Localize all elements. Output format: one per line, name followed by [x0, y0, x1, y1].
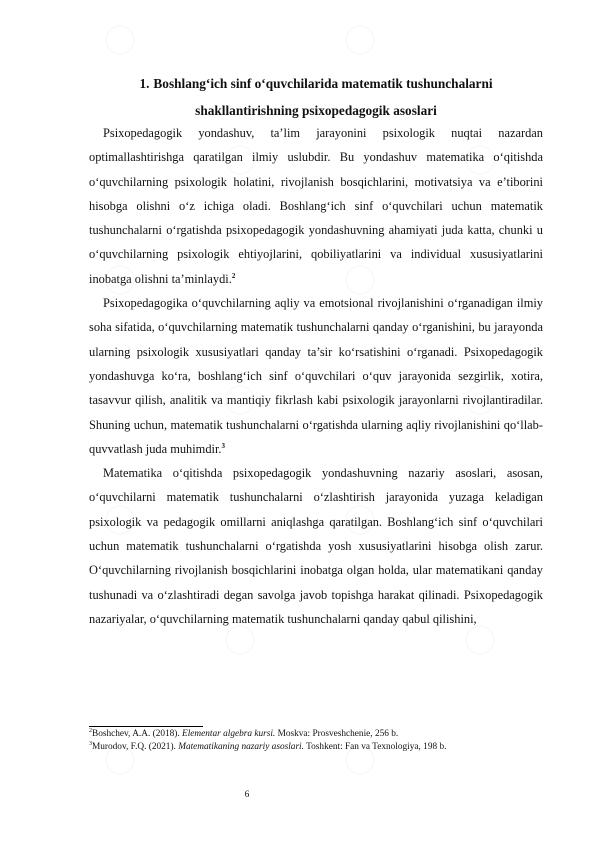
footnote-reference[interactable]: 3 — [221, 441, 225, 450]
footnote — [89, 741, 543, 754]
paragraph-text: Psixopedagogik yondashuv, ta’lim jarayonini psixologik nuqtai nazardan optimallashtirishga qaratilgan ilmiy uslubdir. Bu yondashuv matematika o‘qitishda o‘quvchilarning psixologik holatini, rivojlanish bosqichlarini, motivatsiya va e’tiborini hisobga olishni o‘z ichiga oladi. Boshlang‘ich sinf o‘quvchilari uchun matematik tushunchalarni o‘rgatishda psixopedagogik yondashuvning ahamiyati juda katta, chunki u o‘quvchilarning psixologik ehtiyojlarini, qobiliyatlarini va individual xususiyatlarini inobatga olishni ta’minlaydi. — [89, 126, 543, 286]
section-heading — [89, 70, 543, 124]
footnote-author: Boshchev, A.A. (2018). — [92, 729, 180, 739]
footnotes — [89, 728, 543, 754]
footnote-mark: 2 — [89, 727, 92, 734]
footnote-title: Elementar algebra kursi. — [182, 729, 276, 739]
paragraph-text: Psixopedagogika o‘quvchilarning aqliy va emotsional rivojlanishini o‘rganadigan ilmiy soha sifatida, o‘quvchilarning matematik tushunchalarni qanday o‘rganishini, bu jarayonda ularning psixologik xususiyatlari qanday ta’sir ko‘rsatishini o‘rganadi. Psixopedagogik yondashuvga ko‘ra, boshlang‘ich sinf o‘quvchilari o‘quv jarayonida sezgirlik, xotira, tasavvur qilish, analitik va mantiqiy fikrlash kabi psixologik jarayonlarni rivojlantiradilar. Shuning uchun, matematik tushunchalarni o‘rgatishda ularning aqliy rivojlanishini qo‘llab-quvvatlash juda muhimdir. — [89, 296, 543, 456]
page-number: 6 — [244, 790, 250, 800]
footnote-divider — [89, 726, 203, 727]
paragraph-text: Matematika o‘qitishda psixopedagogik yondashuvning nazariy asoslari, asosan, o‘quvchilarni matematik tushunchalarni o‘zlashtirish jarayonida yuzaga keladigan psixologik va pedagogik omillarni aniqlashga qaratilgan. Boshlang‘ich sinf o‘quvchilari uchun matematik tushunchalarni o‘rgatishda yosh xususiyatlarini hisobga olish zarur. O‘quvchilarning rivojlanish bosqichlarini inobatga olgan holda, ular matematikani qanday tushunadi va o‘zlashtiradi degan savolga javob topishga harakat qilinadi. Psixopedagogik nazariyalar, o‘quvchilarning matematik tushunchalarni qanday qabul qilishini, — [89, 466, 543, 626]
heading-title-line-2: shakllantirishning psixopedagogik asoslari — [195, 103, 437, 118]
footnote-publisher: Moskva: Prosveshchenie, 256 b. — [277, 729, 399, 739]
heading-title-line-1: Boshlang‘ich sinf o‘quvchilarida matematik tushunchalarni — [153, 76, 493, 91]
footnote-publisher: Toshkent: Fan va Texnologiya, 198 b. — [306, 742, 447, 752]
footnote-mark: 3 — [89, 740, 92, 747]
footnote-reference[interactable]: 2 — [231, 271, 236, 280]
footnote-author: Murodov, F.Q. (2021). — [92, 742, 176, 752]
footnote-title: Matematikaning nazariy asoslari. — [178, 742, 304, 752]
footnote — [89, 728, 543, 741]
heading-line-1 — [89, 70, 543, 97]
paragraph — [89, 291, 543, 461]
heading-number: 1. — [139, 76, 150, 91]
paragraph — [89, 461, 543, 631]
paragraph — [89, 121, 543, 291]
body-text — [89, 121, 543, 631]
